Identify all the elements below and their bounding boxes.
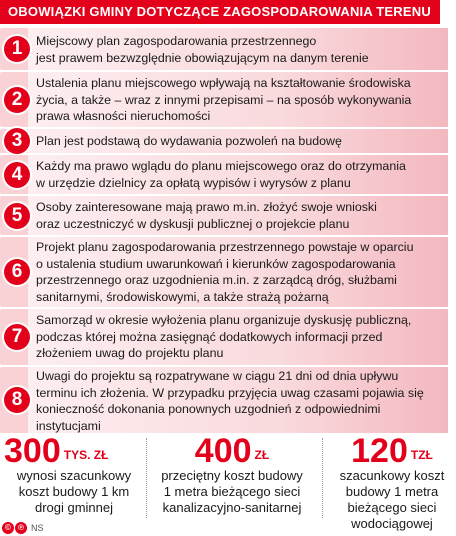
number-badge: 6 <box>4 259 30 285</box>
stat-divider <box>322 438 323 518</box>
duty-text <box>36 239 442 305</box>
duty-text-line: Samorząd w okresie wyłożenia planu organizuje dyskusję publiczną, <box>36 313 412 327</box>
duty-text-line: Plan jest podstawą do wydawania pozwoleń na budowę <box>36 134 342 148</box>
duty-item-8 <box>0 367 448 433</box>
publisher-logo-icon: ℗ <box>15 522 27 534</box>
duty-text-line: konieczność dokonania ponownych uzgodnień z odpowiednimi <box>36 402 381 416</box>
duty-text-line: Uwagi do projektu są rozpatrywane w ciągu 21 dni od dnia upływu <box>36 369 399 383</box>
duty-text-line: Projekt planu zagospodarowania przestrzennego powstaje w oparciu <box>36 240 414 254</box>
duty-text-line: podczas której można zasięgnąć dodatkowych informacji przed <box>36 329 383 344</box>
stat-value: 120 <box>351 432 408 470</box>
cost-stat-1 <box>4 434 144 524</box>
stat-description-line: budowy 1 metra <box>345 484 439 499</box>
stat-description-line: wynosi szacunkowy <box>16 468 132 483</box>
cost-stat-2 <box>152 434 312 524</box>
number-badge: 1 <box>4 36 30 62</box>
duty-item-1 <box>0 28 448 70</box>
duty-item-4 <box>0 155 448 194</box>
duty-text-line: złożeniem uwag do projektu planu <box>36 346 224 360</box>
stat-value-row <box>4 434 144 468</box>
copyright-logo-icon: © <box>2 522 14 534</box>
number-badge: 5 <box>4 203 30 229</box>
stat-unit: TYS. ZŁ <box>63 448 109 462</box>
duty-item-3 <box>0 129 448 153</box>
stat-value-row <box>330 434 454 468</box>
duty-item-5 <box>0 196 448 235</box>
stat-value: 400 <box>194 432 252 470</box>
number-badge: 2 <box>4 87 30 113</box>
duty-text <box>36 33 442 66</box>
duty-text <box>36 199 442 232</box>
cost-stat-3 <box>330 432 454 531</box>
duty-text <box>36 133 442 150</box>
duty-text-line: w urzędzie dzielnicy za opłatą wypisów i wyrysów z planu <box>36 175 351 190</box>
number-badge: 4 <box>4 162 30 188</box>
duty-text-line: o ustalenia studium uwarunkowań i kierunków zagospodarowania <box>36 256 396 271</box>
stat-description-line: szacunkowy koszt <box>339 468 445 483</box>
number-badge: 3 <box>4 128 30 154</box>
stat-divider <box>146 438 147 518</box>
duty-text-line: Ustalenia planu miejscowego wpływają na kształtowanie środowiska <box>36 76 411 90</box>
duty-text <box>36 368 442 434</box>
duty-text-line: życia, a także – wraz z innymi przepisami – na sposób wykonywania <box>36 92 412 107</box>
duty-item-7 <box>0 309 448 365</box>
duty-text-line: Osoby zainteresowane mają prawo m.in. złożyć swoje wnioski <box>36 200 377 214</box>
duty-text-line: prawa własności nieruchomości <box>36 109 211 123</box>
stat-unit: ZŁ <box>254 448 270 462</box>
footer <box>2 520 44 534</box>
stat-description-line: 1 metra bieżącego sieci <box>163 484 301 499</box>
duty-text <box>36 312 442 362</box>
stat-description <box>330 468 454 532</box>
stat-description-line: przeciętny koszt budowy <box>161 468 303 483</box>
duty-text-line: jest prawem bezwzględnie obowiązującym na danym terenie <box>36 50 369 65</box>
author-credit: NS <box>31 522 44 533</box>
number-badge: 8 <box>4 387 30 413</box>
duty-text-line: sanitarnymi, środowiskowymi, a także strażą pożarną <box>36 289 329 304</box>
stat-description-line: koszt budowy 1 km <box>18 484 130 499</box>
stat-description <box>152 468 312 516</box>
number-badge: 7 <box>4 324 30 350</box>
stat-description <box>4 468 144 516</box>
stat-value: 300 <box>4 432 61 470</box>
duty-text-line: instytucjami <box>36 418 101 433</box>
duty-item-2 <box>0 72 448 127</box>
duty-text <box>36 75 442 125</box>
duty-text-line: Miejscowy plan zagospodarowania przestrzennego <box>36 34 317 48</box>
stat-description-line: kanalizacyjno-sanitarnej <box>162 500 302 515</box>
stat-description-line: bieżącego sieci <box>347 500 437 515</box>
infographic-title: OBOWIĄZKI GMINY DOTYCZĄCE ZAGOSPODAROWANIA TERENU <box>0 0 440 24</box>
stat-description-line: wodociągowej <box>351 516 433 531</box>
duty-text-line: Każdy ma prawo wglądu do planu miejscowego oraz do otrzymania <box>36 159 406 173</box>
stat-description-line: drogi gminnej <box>34 500 114 515</box>
duty-item-6 <box>0 237 448 307</box>
stat-unit: TZŁ <box>410 448 433 462</box>
duty-text-line: przestrzennego oraz uzgodnienia m.in. z zarządcą dróg, służbami <box>36 273 397 287</box>
stat-value-row <box>152 434 312 468</box>
duty-text-line: terminu ich złożenia. W przypadku przyjęcia uwag czasami pojawia się <box>36 385 424 400</box>
duty-text <box>36 158 442 191</box>
duty-text-line: oraz uczestniczyć w dyskusji publicznej o projekcie planu <box>36 216 350 231</box>
